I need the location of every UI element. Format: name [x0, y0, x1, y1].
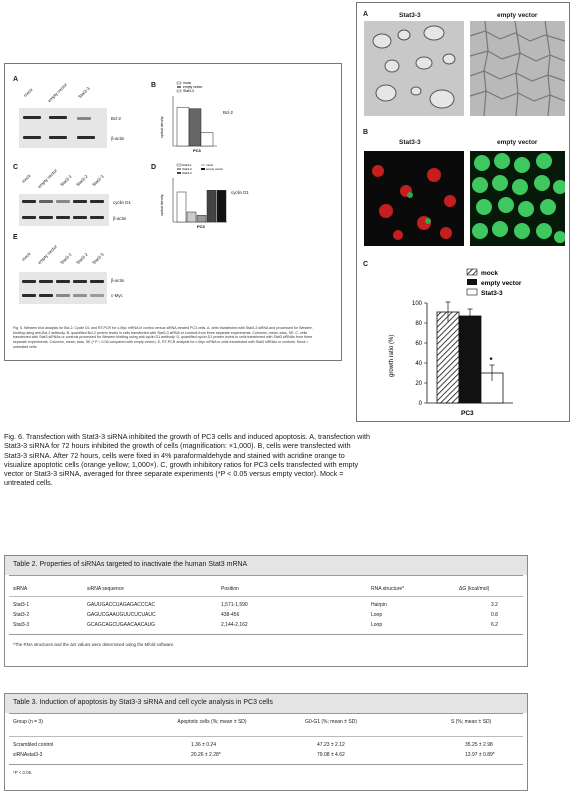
table-header: ΔG (kcal/mol): [459, 586, 490, 592]
fig6-panel-a-letter: A: [363, 11, 369, 18]
table-cell: 6.2: [491, 622, 498, 628]
table-cell: 1.36 ± 0.24: [191, 742, 216, 748]
bar: [187, 212, 196, 222]
legend-label: Stat3-2: [182, 167, 192, 171]
fig5-panel-c-lane-labels: [20, 160, 123, 190]
table-2-footnote: *The RNA structures and the ΔG values were determined using the Mfold software.: [13, 642, 175, 647]
chart-label: Bcl-2: [223, 110, 234, 115]
table-cell: 35.25 ± 2.98: [465, 742, 493, 748]
lane-label: Stat3-1: [59, 251, 73, 266]
lane-label: Stat3-1: [59, 173, 73, 188]
fig5-panel-a-lane-labels: [23, 74, 113, 104]
band-label: Bcl-2: [111, 116, 122, 121]
band-label: c-Myc: [111, 293, 123, 298]
lane-label: Stat3-3: [91, 173, 105, 188]
table-cell: 47.23 ± 2.12: [317, 742, 345, 748]
table-cell: siRNAstat3-3: [13, 752, 43, 758]
x-axis-label: PC3: [193, 148, 201, 153]
table-header: S (%; mean ± SD): [451, 719, 492, 725]
table-cell: Scrambled control: [13, 742, 54, 748]
fig5-panel-a-letter: A: [13, 76, 19, 83]
chart-label: cyclin D1: [231, 190, 249, 195]
legend-label: Stat3-1: [182, 163, 192, 167]
table-header: G0-G1 (%; mean ± SD): [305, 719, 357, 725]
table-3-footnote: *P < 0.05.: [13, 770, 33, 775]
legend-label: Stat3-3: [183, 89, 194, 93]
lane-label: mock: [22, 87, 34, 99]
y-tick-label: 100: [411, 301, 422, 307]
table-cell: 2,144-2,162: [221, 622, 248, 628]
y-tick-label: 40: [415, 361, 422, 367]
table-header: Apoptotic cells (%; mean ± SD): [177, 719, 247, 725]
fluorescence-image-stat3-3: [364, 151, 464, 246]
y-axis-label: optical density: [160, 194, 164, 216]
table-cell: Loop: [371, 612, 383, 618]
bar: [189, 109, 201, 146]
western-blot-a: [19, 108, 107, 148]
band-label: cyclin D1: [113, 200, 131, 205]
lane-label: Stat3-3: [91, 251, 105, 266]
fig6-b-left-label: Stat3-3: [399, 139, 421, 146]
table-cell: Stat3-1: [13, 602, 30, 608]
lane-label: empty vector: [46, 81, 69, 104]
table-cell: 0.8: [491, 612, 498, 618]
table-cell: 438-456: [221, 612, 240, 618]
fig5-panel-d-chart: [155, 160, 265, 240]
y-tick-label: 80: [415, 321, 422, 327]
table-cell: 3.2: [491, 602, 498, 608]
figure-5-caption: Fig. 5. Western blot analysis for Bcl-2, Cyclin D1 and RT-PCR for c-Myc mRNA in control versus siRNA-treated PC3 cells. A, cells transfected with Stat3-3 siRNA and processed for Western blotting using anti-Bcl-2 antibody. B, quantified Bcl-2 protein levels in cells transfected with Stat3-3 siRNA or controls from three separate experiments. Columns, mean; bars, SE. C, cells transfected with Stat3 siRNAs or controls processed for Western blotting using anti-cyclin D1 antibody. D, quantified cyclin D1 protein levels in cells transfected with Stat3 siRNAs from three separate experiments. Columns, mean; bars, SE (* P < 0.05 compared with empty vector). E, RT-PCR analysis for c-Myc mRNA in cells transfected with Stat3 siRNAs or controls. Mock = untreated cells.: [13, 326, 313, 349]
y-axis-label: growth ratio (%): [389, 334, 395, 377]
legend-label-stat3-3: Stat3-3: [481, 290, 503, 297]
table-cell: Stat3-3: [13, 622, 30, 628]
legend-label-mock: mock: [481, 270, 498, 277]
table-cell: GCAGCAGCUGAACAACAUG: [87, 622, 156, 628]
figure-5: [4, 63, 342, 361]
table-cell: Stat3-2: [13, 612, 30, 618]
legend-label-empty-vector: empty vector: [481, 280, 522, 287]
fig5-panel-b-chart: [155, 78, 245, 160]
bar: [217, 190, 226, 222]
significance-asterisk: *: [489, 356, 493, 365]
y-tick-label: 20: [415, 381, 422, 387]
fig5-panel-e-letter: E: [13, 234, 18, 241]
legend-label: empty vector: [206, 167, 224, 171]
table-cell: 1,571-1,590: [221, 602, 248, 608]
bar: [201, 133, 213, 146]
fig5-panel-d-letter: D: [151, 164, 157, 171]
bar-mock: [437, 312, 459, 403]
table-cell: 79.08 ± 4.62: [317, 752, 345, 758]
bar: [177, 108, 189, 146]
y-tick-label: 60: [415, 341, 422, 347]
table-header: Group (n = 3): [13, 719, 43, 725]
lane-label: empty vector: [36, 243, 59, 266]
fig6-panel-c-letter: C: [363, 261, 369, 268]
table-2: [4, 555, 528, 667]
y-tick-label: 0: [418, 401, 422, 407]
bar-empty-vector: [459, 316, 481, 403]
fig5-panel-b-letter: B: [151, 82, 157, 89]
rt-pcr-gel-e: [19, 272, 107, 304]
band-label: β-actin: [111, 136, 125, 141]
chart-legend: [467, 269, 522, 297]
growth-ratio-chart: [363, 265, 567, 421]
band-label: β-actin: [111, 278, 125, 283]
lane-label: empty vector: [36, 167, 59, 190]
fluorescence-image-empty-vector: [470, 151, 565, 246]
lane-label: Stat3-2: [75, 173, 89, 188]
phase-contrast-image-empty-vector: [470, 21, 565, 116]
table-header: Position: [221, 586, 239, 592]
legend-label: Stat3-3: [182, 171, 192, 175]
bar: [197, 215, 206, 222]
lane-label: mock: [20, 251, 32, 263]
figure-6-caption: Fig. 6. Transfection with Stat3-3 siRNA inhibited the growth of PC3 cells and induced apoptosis. A, transfection with Stat3-3 siRNA for 72 hours inhibited the growth of cells (magnification: ×1,000). B, cells were transfected with Stat3-3 siRNA. After 72 hours, cells were fixed in 4% paraformaldehyde and stained with acridine orange to visualize apoptotic cells (orange yellow; 1,000×). C, growth inhibitory ratios for PC3 cells transfected with empty vector or Stat3-3 siRNA, averaged for three separate experiments (*P < 0.05 versus empty vector). Mock = untreated cells.: [4, 432, 370, 488]
table-cell: GAUUGACCUAGAGACCCAC: [87, 602, 156, 608]
y-axis-label: optical density: [160, 116, 164, 138]
table-cell: 13.97 ± 0.89*: [465, 752, 495, 758]
figure-6: [356, 2, 570, 422]
x-axis-label: PC3: [197, 224, 205, 229]
fig6-a-right-label: empty vector: [497, 12, 538, 19]
table-header: siRNA: [13, 586, 28, 592]
fig6-b-right-label: empty vector: [497, 139, 538, 146]
fig6-a-left-label: Stat3-3: [399, 12, 421, 19]
phase-contrast-image-stat3-3: [364, 21, 464, 116]
band-label: β-actin: [113, 216, 127, 221]
fig5-panel-e-lane-labels: [20, 238, 123, 268]
table-3: [4, 693, 528, 791]
table-cell: Loop: [371, 622, 383, 628]
fig6-panel-b-letter: B: [363, 129, 369, 136]
western-blot-c: [19, 194, 109, 226]
legend-label: empty vector: [183, 85, 203, 89]
table-header: siRNA sequence: [87, 586, 124, 592]
lane-label: mock: [20, 173, 32, 185]
table-cell: GAGUCGAAUGUUCUCUAUC: [87, 612, 156, 618]
fig5-panel-c-letter: C: [13, 164, 19, 171]
x-axis-label: PC3: [461, 410, 474, 417]
lane-label: Stat3-2: [75, 251, 89, 266]
table-cell: Hairpin: [371, 602, 387, 608]
table-2-title: Table 2. Properties of siRNAs targeted to inactivate the human Stat3 mRNA: [13, 561, 248, 568]
table-3-title: Table 3. Induction of apoptosis by Stat3-3 siRNA and cell cycle analysis in PC3 cells: [13, 699, 273, 706]
bar: [207, 190, 216, 222]
legend-label: mock: [206, 163, 214, 167]
bar: [177, 192, 186, 222]
lane-label: Stat3-3: [77, 85, 91, 100]
table-header: RNA structure*: [371, 586, 405, 592]
legend-label: mock: [183, 81, 192, 85]
table-cell: 20.26 ± 2.28*: [191, 752, 221, 758]
